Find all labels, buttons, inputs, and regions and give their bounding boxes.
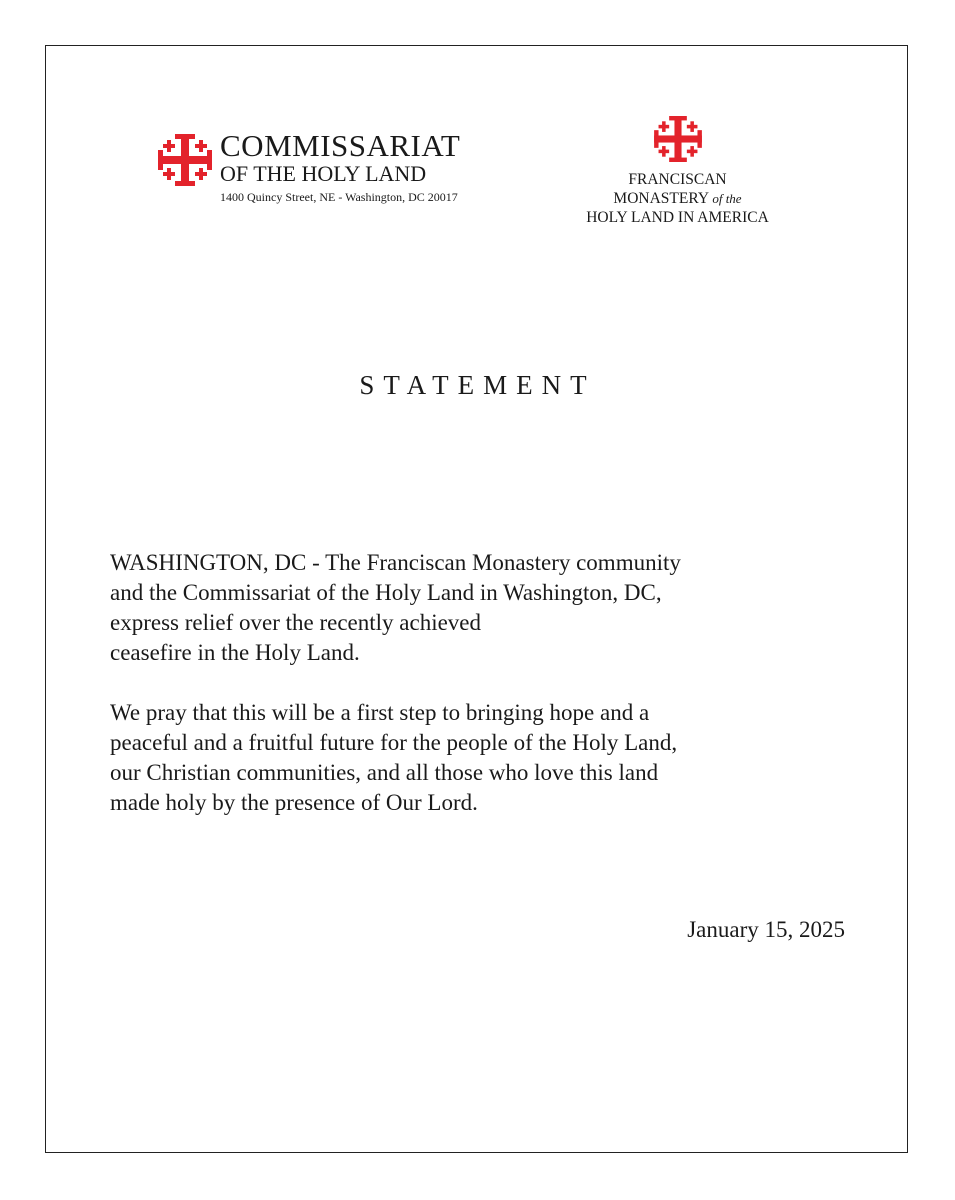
paragraph-1: [110, 548, 830, 668]
paragraph-line: express relief over the recently achieved: [110, 610, 481, 635]
paragraph-line: WASHINGTON, DC - The Franciscan Monastery community: [110, 550, 681, 575]
logo-line-2: [560, 189, 795, 208]
paragraph-2: [110, 698, 830, 818]
logo-line-3: HOLY LAND IN AMERICA: [586, 209, 769, 226]
statement-date: January 15, 2025: [687, 917, 845, 942]
paragraph-line: peaceful and a fruitful future for the people of the Holy Land,: [110, 730, 678, 755]
jerusalem-cross-icon: [654, 116, 702, 162]
logo-address: 1400 Quincy Street, NE - Washington, DC 20017: [220, 190, 458, 204]
paragraph-line: made holy by the presence of Our Lord.: [110, 790, 478, 815]
jerusalem-cross-icon: [158, 134, 212, 186]
commissariat-logo: [158, 128, 488, 212]
paragraph-line: ceasefire in the Holy Land.: [110, 640, 360, 665]
statement-body: [110, 548, 830, 818]
logo-subtitle: OF THE HOLY LAND: [220, 161, 427, 186]
logo-line-2-italic: of the: [712, 191, 742, 206]
logo-line-1: FRANCISCAN: [628, 171, 727, 188]
logo-title: COMMISSARIAT: [220, 128, 461, 163]
paragraph-line: and the Commissariat of the Holy Land in Washington, DC,: [110, 580, 662, 605]
paragraph-line: our Christian communities, and all those who love this land: [110, 760, 659, 785]
logo-line-2-main: MONASTERY: [613, 190, 713, 207]
statement-title: STATEMENT: [359, 370, 596, 400]
franciscan-monastery-logo: [560, 116, 795, 226]
paragraph-line: We pray that this will be a first step to bringing hope and a: [110, 700, 650, 725]
